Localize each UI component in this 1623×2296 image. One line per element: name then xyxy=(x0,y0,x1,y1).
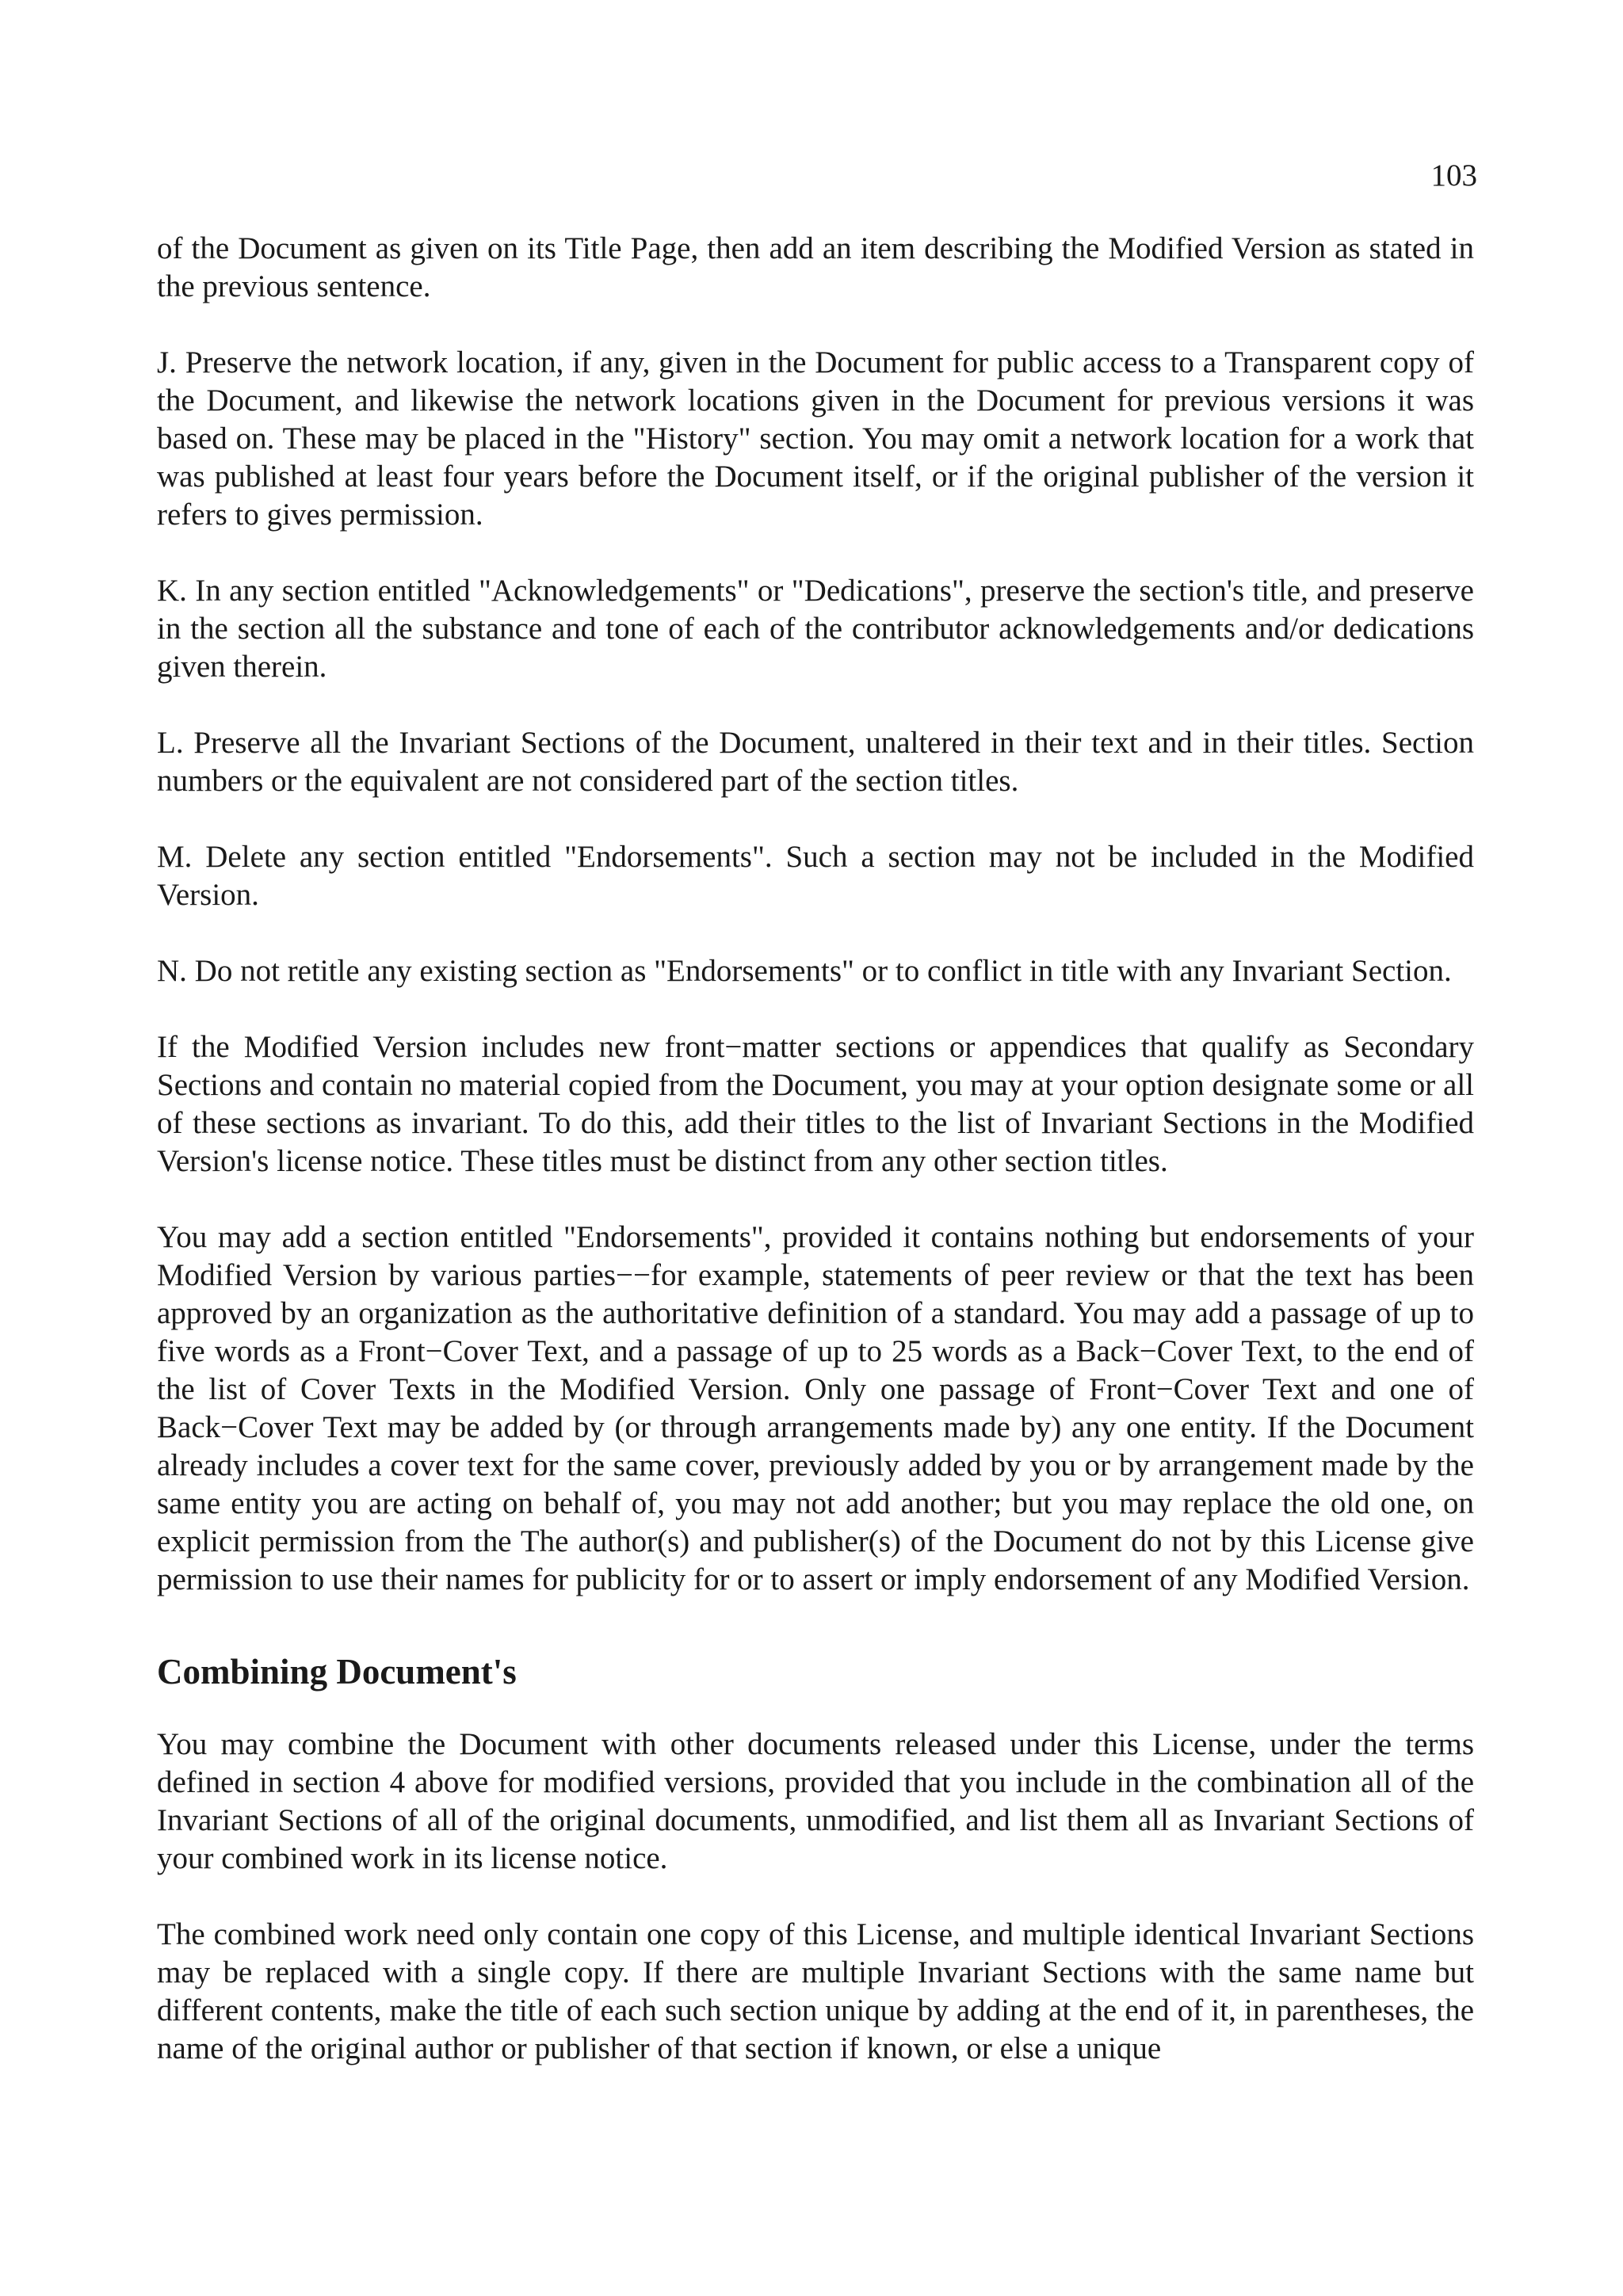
page-number: 103 xyxy=(1430,158,1477,193)
paragraph-item-k: K. In any section entitled "Acknowledgements" or "Dedications", preserve the section's title, and preserve in the section all the substance and tone of each of the contributor acknowledgements and/or dedications given therein. xyxy=(157,574,1474,684)
paragraph-combining-1: You may combine the Document with other documents released under this License, under the terms defined in section 4 above for modified versions, provided that you include in the combination all of the Invariant Sections of all of the original documents, unmodified, and list them all as Invariant Sections of your combined work in its license notice. xyxy=(157,1727,1474,1875)
paragraph-combining-2: The combined work need only contain one copy of this License, and multiple identical Invariant Sections may be replaced with a single copy. If there are multiple Invariant Sections with the same name but different contents, make the title of each such section unique by adding at the end of it, in parentheses, the name of the original author or publisher of that section if known, or else a unique xyxy=(157,1917,1474,2065)
page-content xyxy=(157,230,1474,2106)
paragraph-item-n: N. Do not retitle any existing section as "Endorsements" or to conflict in title with any Invariant Section. xyxy=(157,954,1452,988)
section-heading: Combining Document's xyxy=(157,1652,517,1691)
paragraph-endorsements: You may add a section entitled "Endorsements", provided it contains nothing but endorsements of your Modified Version by various parties−−for example, statements of peer review or that the text has been approved by an organization as the authoritative definition of a standard. You may add a passage of up to five words as a Front−Cover Text, and a passage of up to 25 words as a Back−Cover Text, to the end of the list of Cover Texts in the Modified Version. Only one passage of Front−Cover Text and one of Back−Cover Text may be added by (or through arrangements made by) any one entity. If the Document already includes a cover text for the same cover, previously added by you or by arrangement made by the same entity you are acting on behalf of, you may not add another; but you may replace the old one, on explicit permission from the The author(s) and publisher(s) of the Document do not by this License give permission to use their names for publicity for or to assert or imply endorsement of any Modified Version. xyxy=(157,1220,1474,1596)
paragraph-item-l: L. Preserve all the Invariant Sections of the Document, unaltered in their text and in their titles. Section numbers or the equivalent are not considered part of the section titles. xyxy=(157,726,1474,798)
paragraph-item-j: J. Preserve the network location, if any, given in the Document for public access to a Transparent copy of the Document, and likewise the network locations given in the Document for previous versions it was based on. These may be placed in the "History" section. You may omit a network location for a work that was published at least four years before the Document itself, or if the original publisher of the version it refers to gives permission. xyxy=(157,345,1474,532)
paragraph-item-m: M. Delete any section entitled "Endorsements". Such a section may not be included in the Modified Version. xyxy=(157,840,1474,912)
paragraph-continuation: of the Document as given on its Title Page, then add an item describing the Modified Version as stated in the previous sentence. xyxy=(157,231,1474,303)
paragraph-secondary-sections: If the Modified Version includes new front−matter sections or appendices that qualify as Secondary Sections and contain no material copied from the Document, you may at your option designate some or all of these sections as invariant. To do this, add their titles to the list of Invariant Sections in the Modified Version's license notice. These titles must be distinct from any other section titles. xyxy=(157,1030,1474,1178)
